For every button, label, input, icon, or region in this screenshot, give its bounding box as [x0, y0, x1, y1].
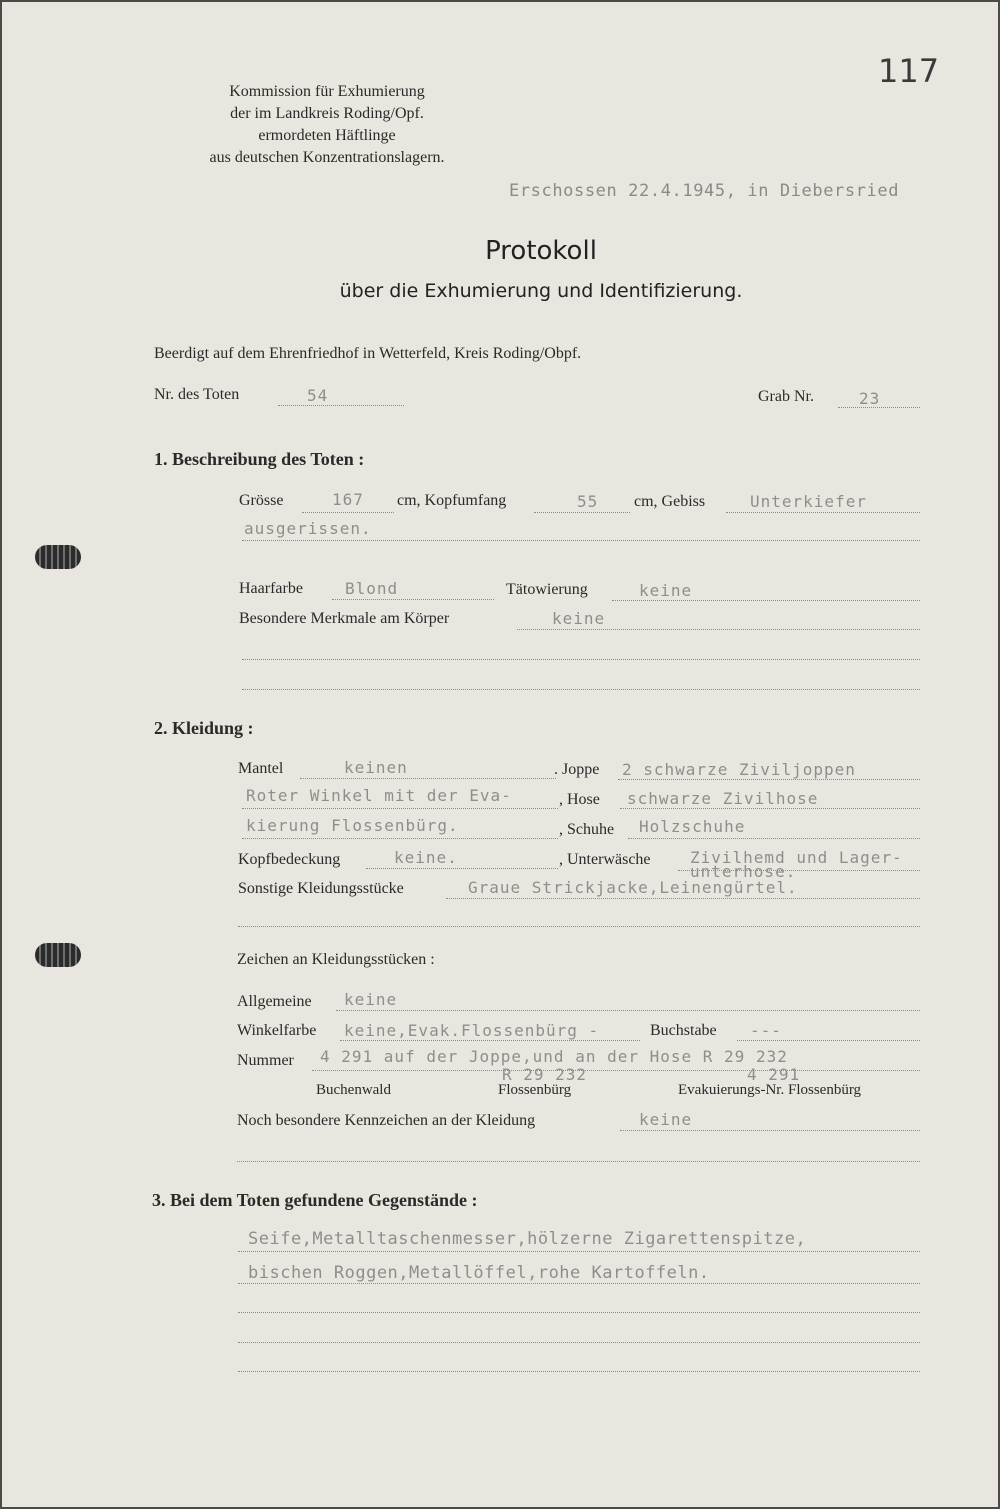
header-line-1: Kommission für Exhumierung [229, 83, 425, 100]
letter-label: Buchstabe [650, 1022, 717, 1039]
triangle-color-value: keine,Evak.Flossenbürg - [344, 1021, 600, 1040]
extra-marks-label: Noch besondere Kennzeichen an der Kleidung [237, 1112, 536, 1129]
body-marks-value: keine [552, 609, 606, 628]
camp-buchenwald: Buchenwald [316, 1082, 391, 1098]
shoes-value: Holzschuhe [639, 817, 746, 836]
burial-place: Beerdigt auf dem Ehrenfriedhof in Wetterfeld, Kreis Roding/Obpf. [154, 345, 582, 362]
teeth-label: cm, Gebiss [634, 493, 706, 510]
punch-hole-lower [35, 943, 81, 967]
items-line-2: bischen Roggen,Metallöffel,rohe Kartoffeln. [248, 1263, 710, 1283]
header-line-2: der im Landkreis Roding/Opf. [230, 105, 424, 122]
hair-color-value: Blond [345, 579, 399, 598]
underwear-label: , Unterwäsche [559, 851, 651, 868]
dead-number-label: Nr. des Toten [154, 386, 240, 403]
number-sub-flossenbuerg: R 29 232 [502, 1065, 588, 1084]
trousers-label: , Hose [559, 791, 600, 808]
height-label: Grösse [239, 492, 284, 509]
clothing-marks-heading: Zeichen an Kleidungsstücken : [237, 951, 435, 968]
other-clothing-label: Sonstige Kleidungsstücke [238, 880, 404, 897]
underwear-value: Zivilhemd und Lager- [690, 848, 903, 867]
coat-label: Mantel [238, 760, 284, 777]
head-circumference-label: cm, Kopfumfang [397, 492, 507, 509]
teeth-value: Unterkiefer [750, 492, 867, 511]
section-1-heading: 1. Beschreibung des Toten : [154, 449, 365, 469]
height-value: 167 [332, 490, 364, 509]
head-circumference-value: 55 [577, 492, 599, 511]
coat-value: keinen [344, 758, 408, 777]
document-title: Protokoll [485, 236, 597, 266]
jacket-label: . Joppe [554, 761, 600, 778]
number-sub-evacuation: 4 291 [747, 1065, 801, 1084]
grave-number-value: 23 [859, 389, 881, 408]
headwear-label: Kopfbedeckung [238, 851, 341, 868]
underwear-value-continued: unterhose. [690, 862, 797, 881]
hair-color-label: Haarfarbe [239, 580, 303, 597]
page-number: 117 [878, 52, 940, 90]
general-marks-value: keine [344, 990, 398, 1009]
jacket-value: 2 schwarze Ziviljoppen [622, 760, 856, 779]
shot-note: Erschossen 22.4.1945, in Diebersried [509, 181, 900, 201]
letter-value: --- [750, 1021, 782, 1040]
header-line-4: aus deutschen Konzentrationslagern. [209, 149, 445, 166]
body-marks-label: Besondere Merkmale am Körper [239, 610, 450, 627]
number-label: Nummer [237, 1052, 294, 1069]
headwear-value: keine. [394, 848, 458, 867]
trousers-value: schwarze Zivilhose [627, 789, 819, 808]
header-line-3: ermordeten Häftlinge [258, 127, 396, 144]
extra-marks-value: keine [639, 1110, 693, 1129]
number-value: 4 291 auf der Joppe,und an der Hose R 29 232 [320, 1047, 788, 1066]
commission-header [172, 81, 482, 169]
dead-number-value: 54 [307, 386, 329, 405]
tattoo-label: Tätowierung [506, 581, 588, 598]
punch-hole-upper [35, 545, 81, 569]
general-marks-label: Allgemeine [237, 993, 312, 1010]
section-3-heading: 3. Bei dem Toten gefundene Gegenstände : [152, 1190, 478, 1210]
section-2-heading: 2. Kleidung : [154, 718, 254, 738]
camp-flossenbuerg: Flossenbürg [498, 1082, 572, 1098]
camp-evacuation-number: Evakuierungs-Nr. Flossenbürg [678, 1082, 862, 1098]
clothing-note-line-2: kierung Flossenbürg. [246, 816, 459, 835]
shoes-label: , Schuhe [559, 821, 615, 838]
items-line-1: Seife,Metalltaschenmesser,hölzerne Zigarettenspitze, [248, 1229, 807, 1249]
grave-number-label: Grab Nr. [758, 388, 814, 405]
document-subtitle: über die Exhumierung und Identifizierung. [339, 280, 743, 302]
triangle-color-label: Winkelfarbe [237, 1022, 317, 1039]
clothing-note-line-1: Roter Winkel mit der Eva- [246, 786, 512, 805]
tattoo-value: keine [639, 581, 693, 600]
teeth-value-continued: ausgerissen. [244, 519, 372, 538]
other-clothing-value: Graue Strickjacke,Leinengürtel. [468, 878, 798, 897]
